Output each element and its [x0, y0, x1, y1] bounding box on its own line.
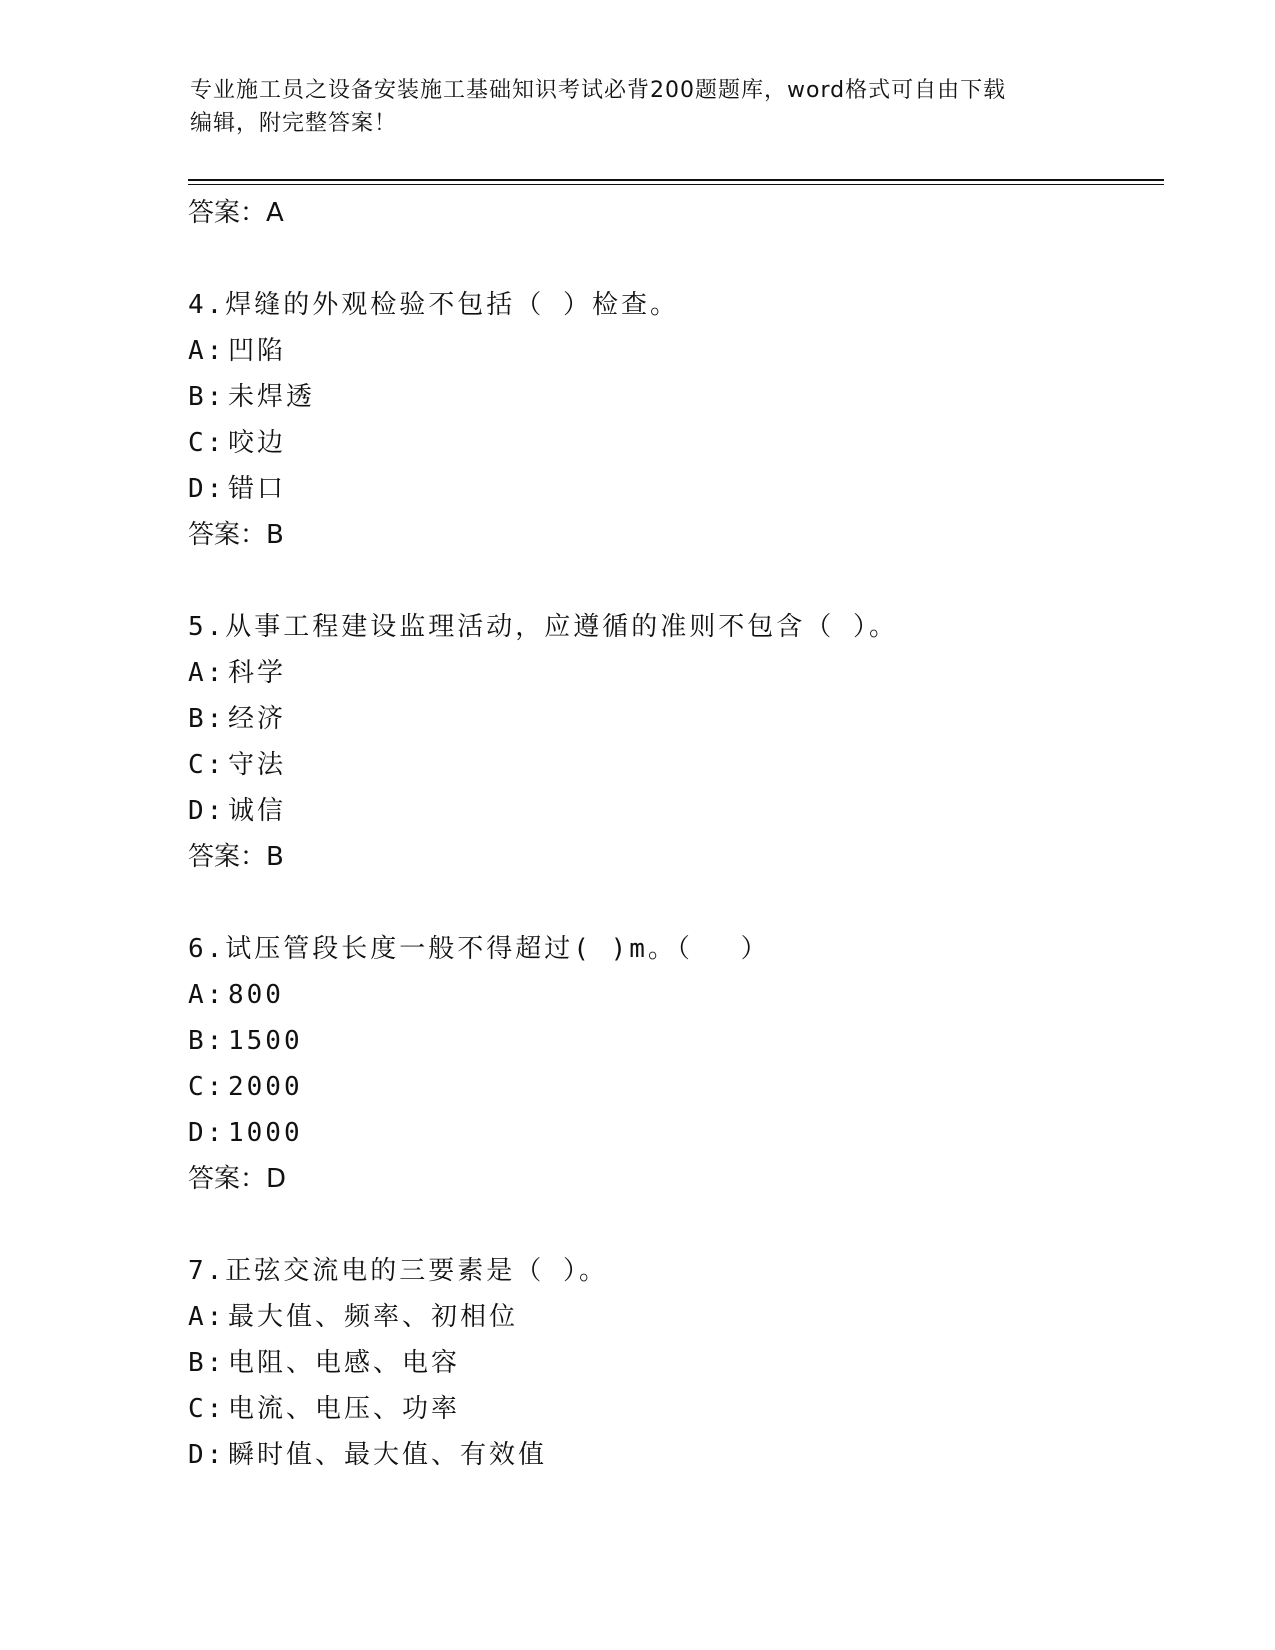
option-text: 2000 — [228, 1072, 303, 1102]
answer: 答案：B — [188, 520, 284, 550]
option-text: 咬边 — [228, 428, 287, 458]
option-b — [188, 1340, 1148, 1386]
option-text: 诚信 — [228, 796, 287, 826]
answer-q3: 答案：A — [188, 198, 284, 228]
option-letter: B: — [188, 704, 226, 734]
header-divider-thin — [188, 184, 1164, 185]
option-text: 错口 — [228, 474, 287, 504]
question-list — [188, 190, 1148, 1478]
option-c — [188, 420, 1148, 466]
option-letter: C: — [188, 1394, 226, 1424]
option-text: 800 — [228, 980, 284, 1010]
option-letter: D: — [188, 796, 226, 826]
answer: 答案：D — [188, 1164, 287, 1194]
option-letter: A: — [188, 336, 226, 366]
option-letter: D: — [188, 1118, 226, 1148]
option-b — [188, 1018, 1148, 1064]
question-6 — [188, 926, 1148, 1202]
option-text: 瞬时值、最大值、有效值 — [228, 1440, 548, 1470]
document-header — [190, 74, 1090, 140]
option-text: 1500 — [228, 1026, 303, 1056]
option-letter: B: — [188, 1348, 226, 1378]
option-d — [188, 1432, 1148, 1478]
option-text: 最大值、频率、初相位 — [228, 1302, 519, 1332]
question-title: 4.焊缝的外观检验不包括（ ）检查。 — [188, 290, 679, 320]
header-divider-thick — [188, 179, 1164, 181]
option-a — [188, 328, 1148, 374]
option-letter: A: — [188, 658, 226, 688]
option-text: 1000 — [228, 1118, 303, 1148]
option-d — [188, 466, 1148, 512]
option-letter: C: — [188, 428, 226, 458]
option-text: 未焊透 — [228, 382, 316, 412]
option-text: 电阻、电感、电容 — [228, 1348, 461, 1378]
question-title: 7.正弦交流电的三要素是（ ）。 — [188, 1256, 608, 1286]
option-a — [188, 1294, 1148, 1340]
option-a — [188, 972, 1148, 1018]
option-text: 电流、电压、功率 — [228, 1394, 461, 1424]
option-letter: D: — [188, 474, 226, 504]
option-d — [188, 788, 1148, 834]
option-text: 凹陷 — [228, 336, 287, 366]
option-letter: B: — [188, 382, 226, 412]
question-5 — [188, 604, 1148, 880]
option-c — [188, 742, 1148, 788]
option-letter: C: — [188, 1072, 226, 1102]
question-4 — [188, 282, 1148, 558]
option-letter: A: — [188, 1302, 226, 1332]
option-letter: B: — [188, 1026, 226, 1056]
option-d — [188, 1110, 1148, 1156]
header-line-1: 专业施工员之设备安装施工基础知识考试必背200题题库，word格式可自由下载 — [190, 78, 1007, 103]
option-letter: A: — [188, 980, 226, 1010]
question-7 — [188, 1248, 1148, 1478]
question-title: 6.试压管段长度一般不得超过( )m。（ ） — [188, 934, 770, 964]
option-text: 守法 — [228, 750, 287, 780]
option-a — [188, 650, 1148, 696]
question-title: 5.从事工程建设监理活动，应遵循的准则不包含（ ）。 — [188, 612, 898, 642]
answer: 答案：B — [188, 842, 284, 872]
option-c — [188, 1386, 1148, 1432]
header-line-2: 编辑，附完整答案！ — [190, 111, 398, 136]
option-letter: D: — [188, 1440, 226, 1470]
option-b — [188, 696, 1148, 742]
option-text: 科学 — [228, 658, 287, 688]
option-letter: C: — [188, 750, 226, 780]
option-c — [188, 1064, 1148, 1110]
option-b — [188, 374, 1148, 420]
option-text: 经济 — [228, 704, 287, 734]
